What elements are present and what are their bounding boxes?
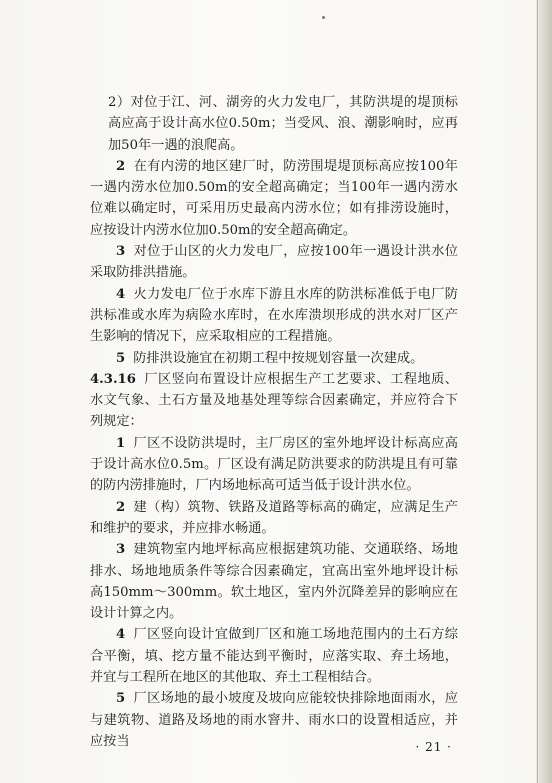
page-binding-gutter <box>536 0 552 783</box>
subitem-2-text: 2）对位于江、河、湖旁的火力发电厂，其防洪堤的堤顶标高应高于设计高水位0.50m；当受风、浪、潮影响时，应再加50年一遇的浪爬高。 <box>108 95 458 153</box>
item-number: 3 <box>116 244 126 260</box>
clause-text: 厂区竖向布置设计应根据生产工艺要求、工程地质、水文气象、土石方量及地基处理等综合因素确定，并应符合下列规定： <box>90 371 458 430</box>
item-4 <box>90 284 458 348</box>
rule-item-2 <box>90 497 458 540</box>
item-number: 4 <box>116 627 126 643</box>
page-number: · 21 · <box>415 740 452 754</box>
item-text: 在有内涝的地区建厂时，防涝围堤堤顶标高应按100年一遇内涝水位加0.50m的安全超高确定；当100年一遇内涝水位难以确定时，可采用历史最高内涝水位；如有排涝设施时，应按设计内涝水位加0.50m的安全超高确定。 <box>90 158 458 238</box>
rule-item-3 <box>90 539 458 624</box>
item-text: 建筑物室内地坪标高应根据建筑功能、交通联络、场地排水、场地地质条件等综合因素确定，宜高出室外地坪设计标高150mm～300mm。软土地区，室内外沉降差异的影响应在设计计算之内。 <box>90 542 458 622</box>
item-text: 厂区场地的最小坡度及坡向应能较快排除地面雨水，应与建筑物、道路及场地的雨水窨井、雨水口的设置相适应，并应按当 <box>90 691 458 749</box>
item-number: 2 <box>116 158 126 174</box>
item-number: 5 <box>116 350 126 366</box>
item-number: 5 <box>116 691 126 707</box>
clause-4-3-16 <box>90 369 458 433</box>
item-text: 火力发电厂位于水库下游且水库的防洪标准低于电厂防洪标准或水库为病险水库时，在水库溃坝形成的洪水对厂区产生影响的情况下，应采取相应的工程措施。 <box>90 286 458 345</box>
gutter-edge-line <box>537 0 538 783</box>
clause-number: 4.3.16 <box>90 371 136 387</box>
subitem-2 <box>90 92 458 156</box>
rule-item-4 <box>90 624 458 688</box>
item-number: 1 <box>116 435 126 451</box>
item-text: 防排洪设施宜在初期工程中按规划容量一次建成。 <box>133 350 424 366</box>
item-text: 对位于山区的火力发电厂，应按100年一遇设计洪水位采取防排洪措施。 <box>90 244 458 281</box>
body-text <box>90 92 458 752</box>
item-number: 2 <box>116 499 126 515</box>
item-text: 厂区竖向设计宜做到厂区和施工场地范围内的土石方综合平衡，填、挖方量不能达到平衡时，应落实取、弃土场地，并宜与工程所在地区的其他取、弃土工程相结合。 <box>90 627 458 686</box>
scan-speck <box>322 16 325 19</box>
item-3 <box>90 241 458 284</box>
item-number: 3 <box>116 542 126 558</box>
rule-item-1 <box>90 433 458 497</box>
item-text: 建（构）筑物、铁路及道路等标高的确定，应满足生产和维护的要求，并应排水畅通。 <box>90 499 458 536</box>
item-number: 4 <box>116 286 126 302</box>
item-text: 厂区不设防洪堤时，主厂房区的室外地坪设计标高应高于设计高水位0.5m。厂区设有满足防洪要求的防洪堤且有可靠的防内涝排施时，厂内场地标高可适当低于设计洪水位。 <box>90 435 458 494</box>
rule-item-5 <box>90 688 458 752</box>
item-2 <box>90 156 458 241</box>
item-5 <box>90 348 458 369</box>
